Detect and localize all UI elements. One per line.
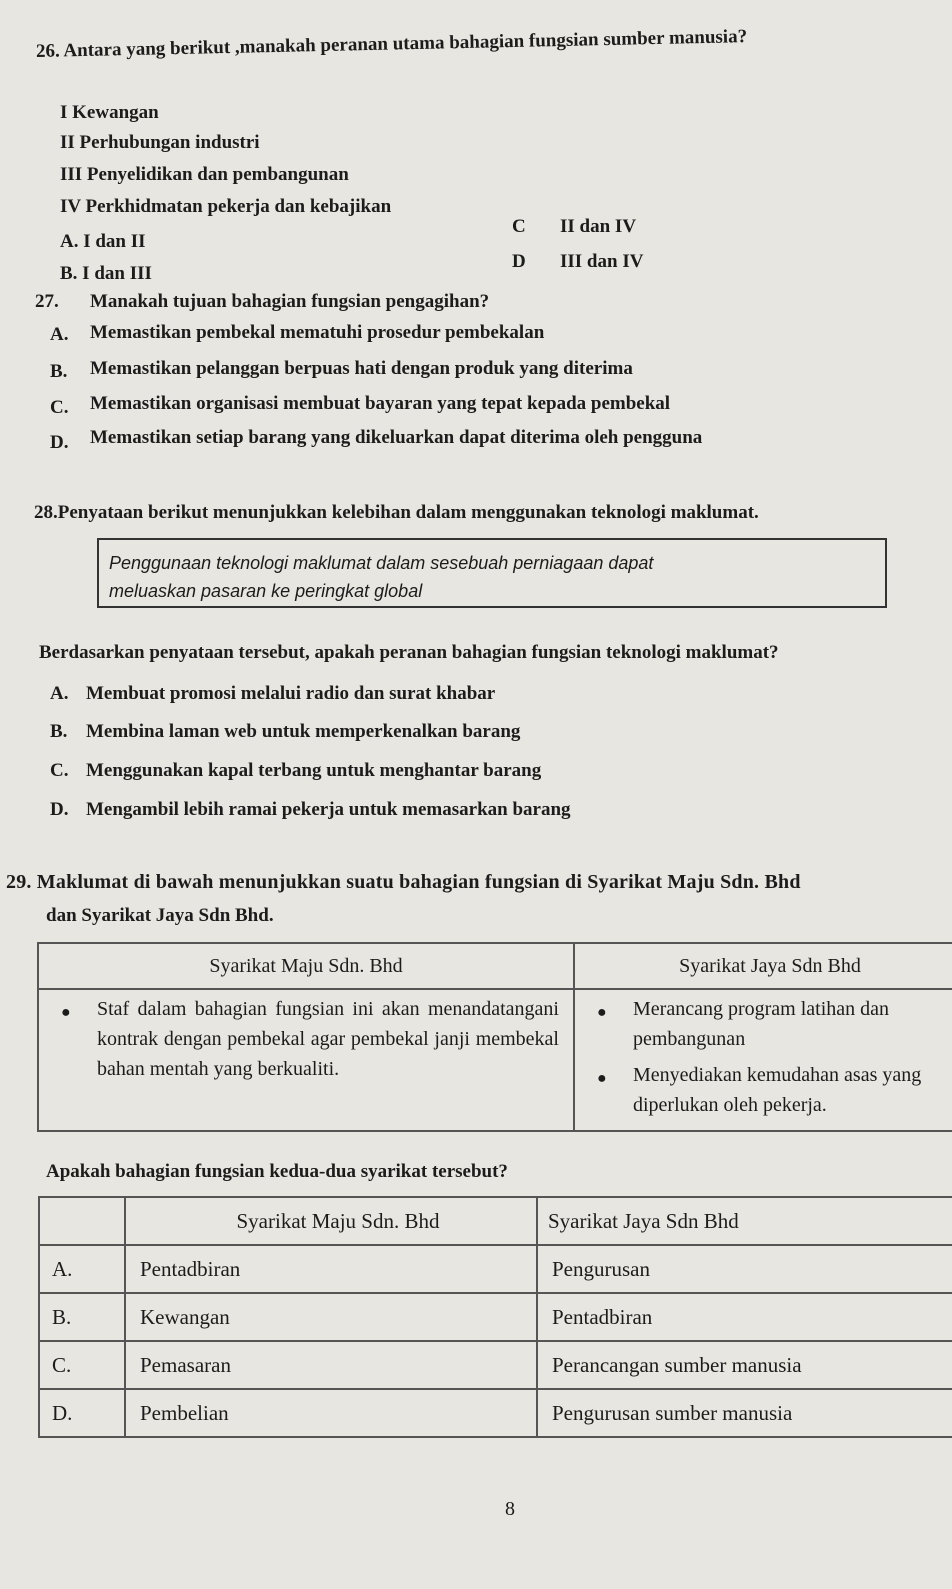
q26-item-2: II Perhubungan industri — [60, 132, 260, 153]
q29-answer-header-maju: Syarikat Maju Sdn. Bhd — [125, 1197, 537, 1245]
q29-answer-key: D. — [39, 1389, 125, 1437]
q29-answer-row-d — [39, 1389, 952, 1437]
q29-answer-jaya: Pengurusan sumber manusia — [537, 1389, 952, 1437]
q29-info-header-jaya: Syarikat Jaya Sdn Bhd — [574, 943, 952, 989]
bullet-icon: ● — [61, 1004, 71, 1021]
q29-question-line-1: 29. Maklumat di bawah menunjukkan suatu bahagian fungsian di Syarikat Maju Sdn. Bhd — [6, 871, 801, 893]
q29-answer-maju: Kewangan — [125, 1293, 537, 1341]
q28-option-b: Membina laman web untuk memperkenalkan barang — [86, 721, 521, 742]
q27-option-c-key: C. — [50, 397, 69, 418]
q29-answer-maju: Pemasaran — [125, 1341, 537, 1389]
q29-answer-jaya: Perancangan sumber manusia — [537, 1341, 952, 1389]
q29-info-jaya-cell — [574, 989, 952, 1131]
q28-option-b-key: B. — [50, 721, 68, 742]
q27-option-c: Memastikan organisasi membuat bayaran yang tepat kepada pembekal — [90, 393, 671, 414]
q29-answer-jaya: Pentadbiran — [537, 1293, 952, 1341]
q27-option-a-key: A. — [50, 324, 69, 345]
q29-answer-table — [38, 1196, 952, 1438]
q29-info-table — [37, 942, 952, 1132]
q27-option-d: Memastikan setiap barang yang dikeluarkan dapat diterima oleh pengguna — [90, 427, 703, 448]
q29-question-line-2: dan Syarikat Jaya Sdn Bhd. — [46, 905, 274, 926]
q26-option-d-key: D — [512, 251, 526, 272]
q29-answer-key: A. — [39, 1245, 125, 1293]
q26-question: 26. Antara yang berikut ,manakah peranan utama bahagian fungsian sumber manusia? — [35, 26, 748, 62]
q26-item-1: I Kewangan — [60, 102, 159, 123]
q29-answer-jaya: Pengurusan — [537, 1245, 952, 1293]
q29-prompt: Apakah bahagian fungsian kedua-dua syarikat tersebut? — [46, 1161, 508, 1182]
q29-info-maju-bullet: Staf dalam bahagian fungsian ini akan menandatangani kontrak dengan pembekal agar pembekal janji membekal bahan mentah yang berkualiti. — [97, 998, 559, 1080]
q29-info-maju-cell — [38, 989, 574, 1131]
q29-info-jaya-bullet-1: Merancang program latihan dan pembangunan — [633, 998, 890, 1050]
q28-statement-line-2: meluaskan pasaran ke peringkat global — [109, 581, 423, 601]
q27-question: Manakah tujuan bahagian fungsian pengagihan? — [90, 291, 490, 312]
q28-statement-line-1: Penggunaan teknologi maklumat dalam sesebuah perniagaan dapat — [109, 553, 654, 573]
q28-prompt: Berdasarkan penyataan tersebut, apakah peranan bahagian fungsian teknologi maklumat? — [39, 642, 779, 663]
q26-option-b: B. I dan III — [60, 263, 152, 284]
q29-answer-key: B. — [39, 1293, 125, 1341]
q29-info-header-maju: Syarikat Maju Sdn. Bhd — [38, 943, 574, 989]
q28-option-d-key: D. — [50, 799, 69, 820]
q26-option-c-key: C — [512, 216, 526, 237]
q28-option-d: Mengambil lebih ramai pekerja untuk memasarkan barang — [86, 799, 571, 820]
q29-answer-maju: Pentadbiran — [125, 1245, 537, 1293]
q27-number: 27. — [35, 291, 59, 312]
q28-option-a: Membuat promosi melalui radio dan surat khabar — [86, 683, 496, 704]
q29-info-jaya-bullet-2: Menyediakan kemudahan asas yang diperlukan oleh pekerja. — [633, 1064, 922, 1116]
q29-answer-key: C. — [39, 1341, 125, 1389]
q28-option-c-key: C. — [50, 760, 69, 781]
q28-question: 28.Penyataan berikut menunjukkan kelebihan dalam menggunakan teknologi maklumat. — [34, 502, 759, 523]
q29-answer-header-key — [39, 1197, 125, 1245]
q29-answer-header-jaya: Syarikat Jaya Sdn Bhd — [537, 1197, 952, 1245]
q27-option-d-key: D. — [50, 432, 69, 453]
q27-option-b-key: B. — [50, 361, 68, 382]
q29-answer-row-a — [39, 1245, 952, 1293]
q29-answer-row-b — [39, 1293, 952, 1341]
bullet-icon: ● — [597, 1004, 607, 1021]
q26-item-4: IV Perkhidmatan pekerja dan kebajikan — [60, 196, 392, 217]
q26-option-a: A. I dan II — [60, 231, 146, 252]
q27-option-a: Memastikan pembekal mematuhi prosedur pembekalan — [90, 322, 545, 343]
q29-answer-maju: Pembelian — [125, 1389, 537, 1437]
q26-option-c: II dan IV — [560, 216, 637, 237]
q28-option-c: Menggunakan kapal terbang untuk menghantar barang — [86, 760, 542, 781]
q26-item-3: III Penyelidikan dan pembangunan — [60, 164, 349, 185]
q29-answer-row-c — [39, 1341, 952, 1389]
q26-option-d: III dan IV — [560, 251, 644, 272]
q28-statement-box — [97, 538, 887, 608]
bullet-icon: ● — [597, 1070, 607, 1087]
page-number: 8 — [505, 1498, 515, 1520]
q28-option-a-key: A. — [50, 683, 69, 704]
q27-option-b: Memastikan pelanggan berpuas hati dengan produk yang diterima — [90, 358, 633, 379]
